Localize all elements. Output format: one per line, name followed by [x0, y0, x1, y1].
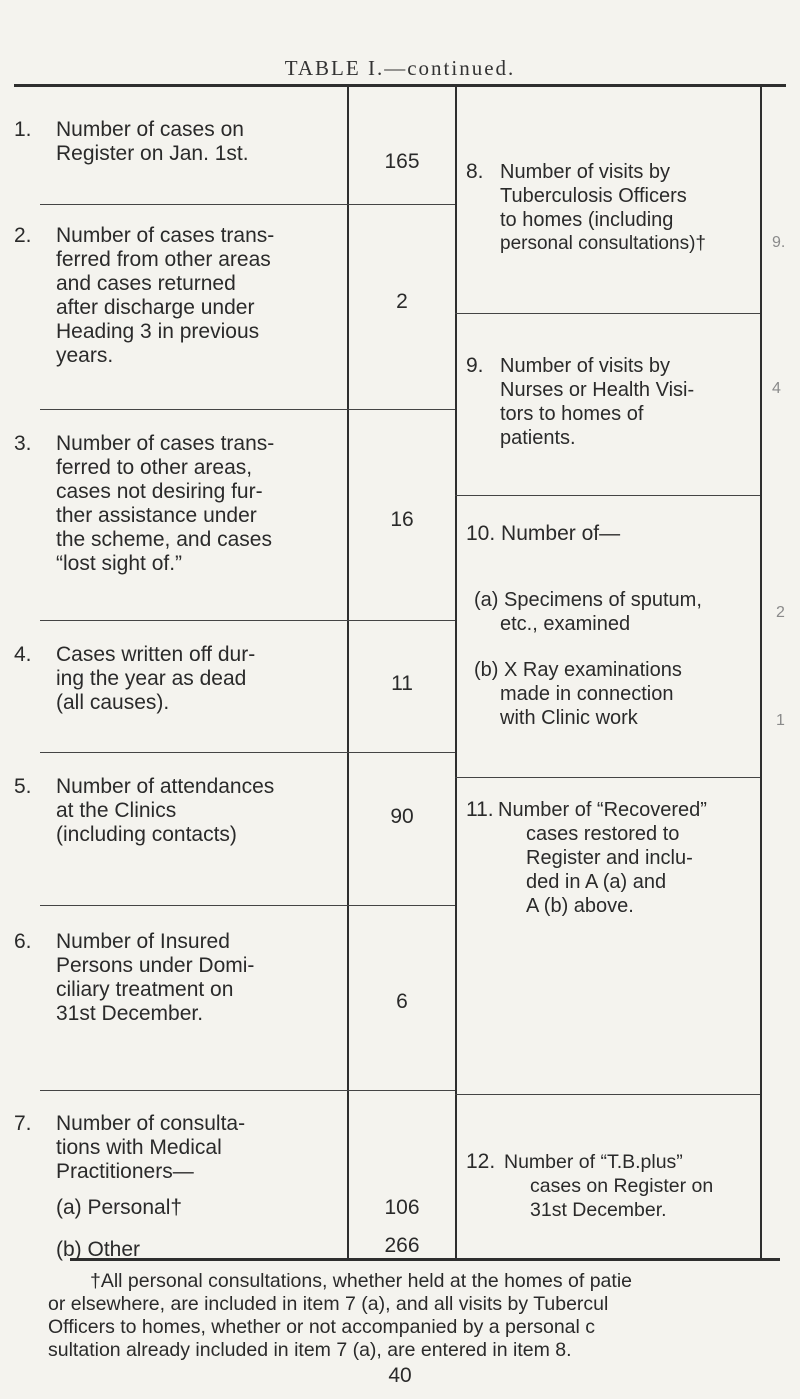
- item-text-line: to homes (including: [500, 209, 674, 231]
- item-text-line: ferred to other areas,: [56, 456, 253, 479]
- top-rule: [14, 84, 786, 87]
- sub-item-label-line: with Clinic work: [500, 707, 638, 729]
- item-value: 90: [390, 805, 414, 828]
- row-rule: [455, 495, 760, 496]
- cut-off-value: 9.: [772, 234, 786, 251]
- item-text-line: Cases written off dur-: [56, 643, 256, 666]
- item-number: 6.: [14, 930, 32, 953]
- item-text-line: tions with Medical: [56, 1136, 222, 1159]
- bottom-rule: [70, 1258, 780, 1261]
- row-rule: [40, 1090, 455, 1091]
- row-rule: [40, 409, 455, 410]
- item-text-line: Number of “Recovered”: [498, 799, 707, 821]
- item-text-line: “lost sight of.”: [56, 552, 183, 575]
- item-text-line: Register on Jan. 1st.: [56, 142, 249, 165]
- item-text-line: years.: [56, 344, 114, 367]
- item-value: 165: [384, 150, 420, 173]
- item-text-line: ciliary treatment on: [56, 978, 234, 1001]
- row-rule: [40, 752, 455, 753]
- sub-item-label: (b) Other: [56, 1238, 141, 1261]
- sub-item-value: 106: [384, 1196, 420, 1219]
- footnote-line: Officers to homes, whether or not accompanied by a personal c: [48, 1316, 596, 1338]
- item-text-line: Register and inclu-: [526, 847, 693, 869]
- item-text-line: Heading 3 in previous: [56, 320, 260, 343]
- item-text-line: Number of visits by: [500, 161, 671, 183]
- sub-item-value: 266: [384, 1234, 420, 1257]
- row-rule: [40, 620, 455, 621]
- item-text-line: Number of visits by: [500, 355, 671, 377]
- item-number: 10.: [466, 522, 496, 545]
- item-text-line: cases restored to: [526, 823, 680, 845]
- row-rule: [40, 204, 455, 205]
- table-row: [466, 522, 620, 546]
- sub-item-label-line: (b) X Ray examinations: [474, 659, 682, 681]
- cut-off-value: 4: [772, 380, 781, 397]
- item-value: 11: [391, 672, 413, 695]
- item-text-line: Persons under Domi-: [56, 954, 255, 977]
- item-text-line: Number of cases trans-: [56, 224, 275, 247]
- item-text-line: ferred from other areas: [56, 248, 271, 271]
- right-edge-rule: [760, 86, 762, 1260]
- item-text-line: Number of cases trans-: [56, 432, 275, 455]
- cut-off-value: 1: [776, 712, 785, 729]
- item-value: 2: [396, 290, 408, 313]
- sub-item-label-line: (a) Specimens of sputum,: [474, 589, 702, 611]
- item-number: 11.: [466, 798, 494, 821]
- item-text-line: Number of attendances: [56, 775, 275, 798]
- item-text-line: ing the year as dead: [56, 667, 247, 690]
- sub-item-label: [474, 588, 702, 636]
- footnote-line: †All personal consultations, whether held at the homes of patie: [90, 1270, 633, 1292]
- sub-item-label: (a) Personal†: [56, 1196, 183, 1219]
- item-value: 16: [390, 508, 414, 531]
- sub-item-label-line: etc., examined: [500, 613, 631, 635]
- item-text-line: A (b) above.: [526, 895, 634, 917]
- cut-off-value: 2: [776, 604, 785, 621]
- item-number: 12.: [466, 1150, 496, 1173]
- value-column-left-rule: [347, 86, 349, 1260]
- item-number: 7.: [14, 1112, 32, 1135]
- item-text-line: (including contacts): [56, 823, 237, 846]
- footnote-line: or elsewhere, are included in item 7 (a), and all visits by Tubercul: [48, 1293, 609, 1315]
- item-number: 2.: [14, 224, 32, 247]
- row-rule: [455, 777, 760, 778]
- item-text-line: after discharge under: [56, 296, 255, 319]
- item-text-line: Tuberculosis Officers: [500, 185, 687, 207]
- item-text-line: Number of Insured: [56, 930, 230, 953]
- sub-item-label: [474, 658, 682, 730]
- item-number: 9.: [466, 354, 484, 377]
- item-text-line: (all causes).: [56, 691, 170, 714]
- sub-item-label-line: made in connection: [500, 683, 674, 705]
- item-text-line: 31st December.: [56, 1002, 204, 1025]
- item-text-line: Number of consulta-: [56, 1112, 246, 1135]
- item-text-line: cases not desiring fur-: [56, 480, 263, 503]
- item-text-line: and cases returned: [56, 272, 236, 295]
- item-text-line: patients.: [500, 427, 576, 449]
- item-text-line: ded in A (a) and: [526, 871, 667, 893]
- value-column-right-rule: [455, 86, 457, 1260]
- item-text-line: Nurses or Health Visi-: [500, 379, 695, 401]
- row-rule: [40, 905, 455, 906]
- page-number: 40: [388, 1364, 412, 1387]
- item-value: 6: [396, 990, 408, 1013]
- item-text-line: Practitioners—: [56, 1160, 194, 1183]
- item-number: 3.: [14, 432, 32, 455]
- footnote: [48, 1270, 790, 1362]
- item-text-line: the scheme, and cases: [56, 528, 272, 551]
- item-text-line: Number of—: [501, 522, 621, 545]
- row-rule: [455, 313, 760, 314]
- item-number: 1.: [14, 118, 32, 141]
- item-text-line: Number of “T.B.plus”: [504, 1151, 683, 1173]
- item-text-line: 31st December.: [530, 1199, 667, 1221]
- item-number: 8.: [466, 160, 484, 183]
- item-text-line: at the Clinics: [56, 799, 177, 822]
- item-text-line: ther assistance under: [56, 504, 257, 527]
- row-rule: [455, 1094, 760, 1095]
- table-title: TABLE I.—continued.: [284, 56, 516, 80]
- item-text-line: cases on Register on: [530, 1175, 714, 1197]
- footnote-line: sultation already included in item 7 (a), are entered in item 8.: [48, 1339, 572, 1361]
- item-number: 4.: [14, 643, 32, 666]
- item-text-line: tors to homes of: [500, 403, 644, 425]
- item-text-line: personal consultations)†: [500, 233, 706, 254]
- item-text-line: Number of cases on: [56, 118, 244, 141]
- item-number: 5.: [14, 775, 32, 798]
